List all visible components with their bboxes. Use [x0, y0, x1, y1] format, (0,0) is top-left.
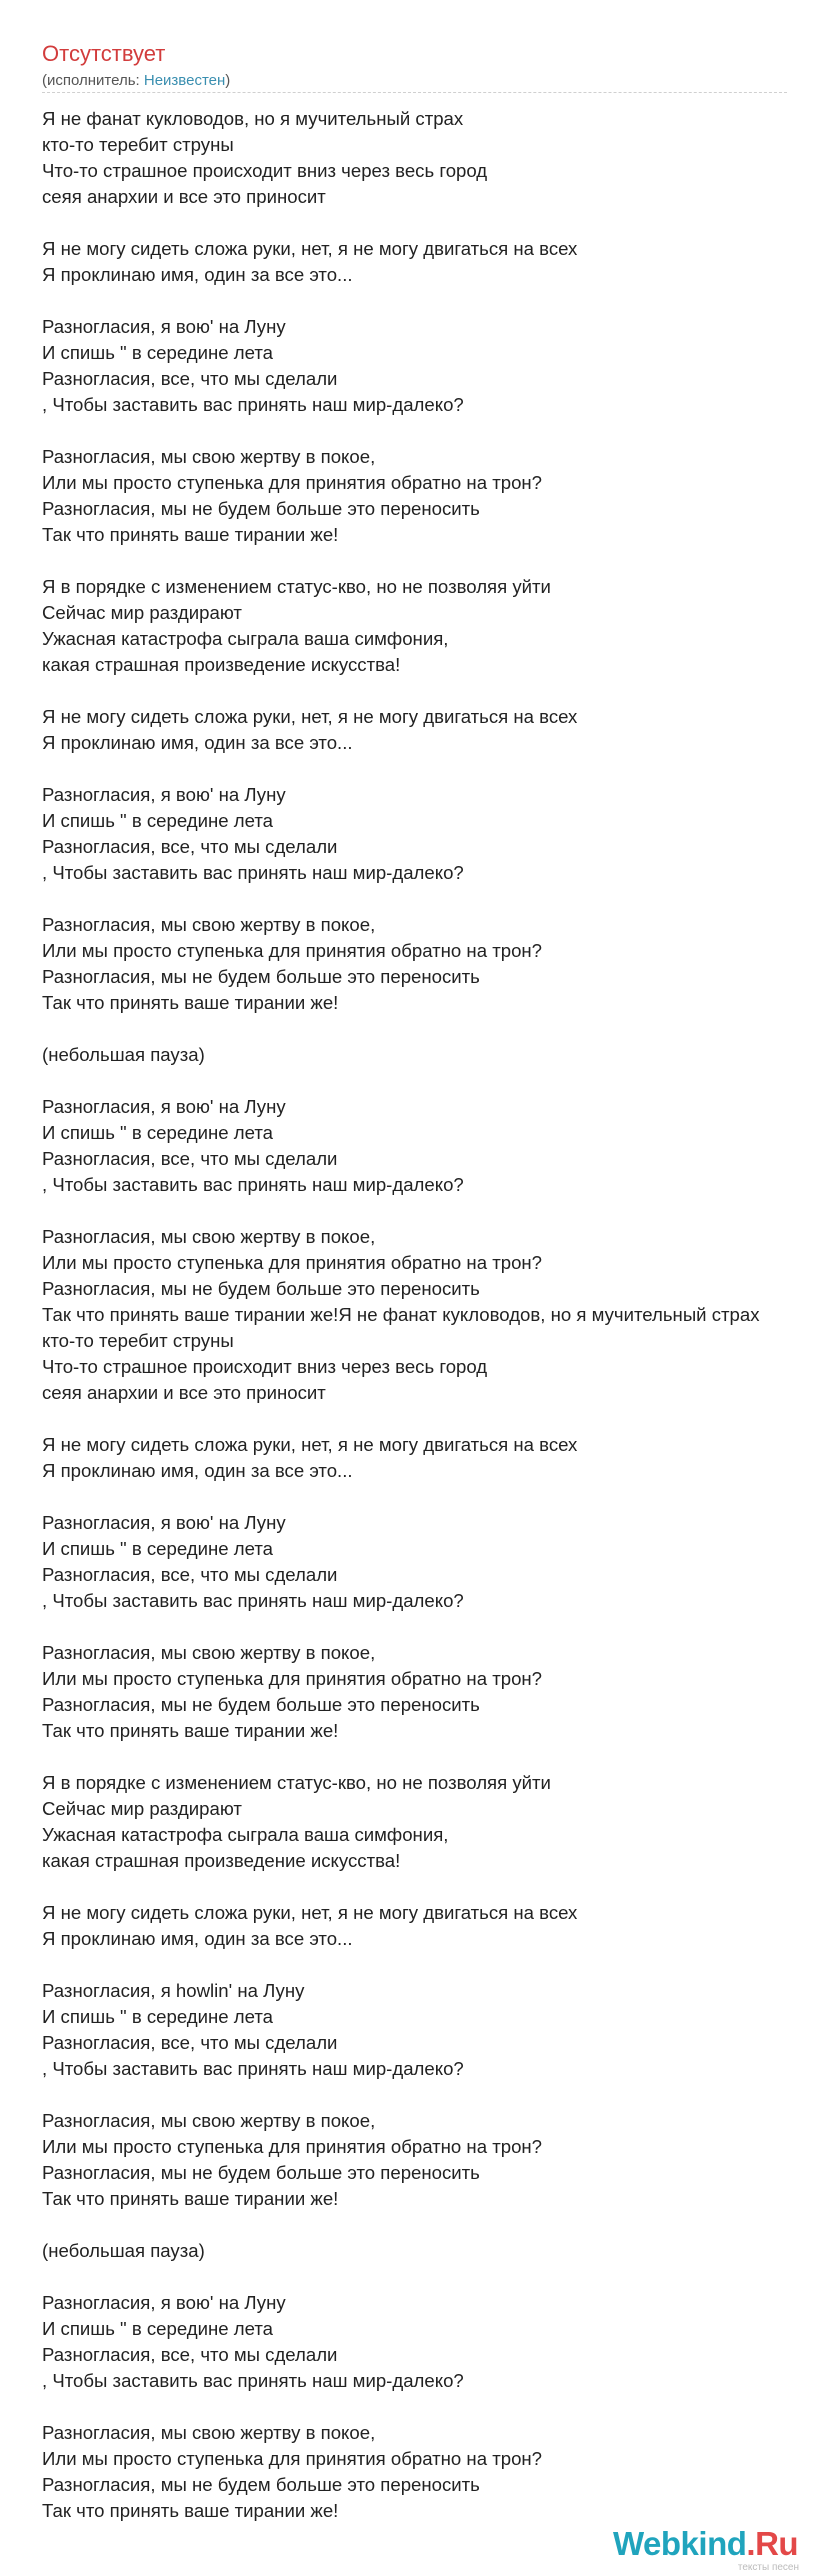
- lyric-line: Или мы просто ступенька для принятия обратно на трон?: [42, 2136, 543, 2157]
- lyric-line: Я проклинаю имя, один за все это...: [42, 732, 353, 753]
- lyric-line: И спишь " в середине лета: [42, 1538, 274, 1559]
- lyric-line: И спишь " в середине лета: [42, 810, 274, 831]
- lyric-line: Я не могу сидеть сложа руки, нет, я не могу двигаться на всех: [42, 706, 578, 727]
- lyric-line: Я проклинаю имя, один за все это...: [42, 1928, 353, 1949]
- lyric-line: Разногласия, мы не будем больше это переносить: [42, 1278, 480, 1299]
- stanza-gap: [42, 1874, 829, 1900]
- lyric-line: Так что принять ваше тирании же!: [42, 992, 339, 1013]
- lyric-line: Разногласия, мы не будем больше это переносить: [42, 2474, 480, 2495]
- stanza-gap: [42, 2212, 829, 2238]
- artist-line: [42, 72, 230, 90]
- lyric-line: Ужасная катастрофа сыграла ваша симфония,: [42, 1824, 449, 1845]
- lyric-line: Ужасная катастрофа сыграла ваша симфония,: [42, 628, 449, 649]
- lyric-line: Разногласия, я howlin' на Луну: [42, 1980, 305, 2001]
- stanza-gap: [42, 1016, 829, 1042]
- lyric-line: Разногласия, все, что мы сделали: [42, 2032, 338, 2053]
- stanza-gap: [42, 886, 829, 912]
- lyric-line: сеяя анархии и все это приносит: [42, 186, 326, 207]
- lyric-line: Я не фанат кукловодов, но я мучительный страх: [42, 108, 464, 129]
- artist-link[interactable]: Неизвестен: [143, 72, 226, 89]
- lyric-line: кто-то теребит струны: [42, 1330, 234, 1351]
- lyric-line: Или мы просто ступенька для принятия обратно на трон?: [42, 2448, 543, 2469]
- lyric-line: , Чтобы заставить вас принять наш мир-далеко?: [42, 1590, 464, 1611]
- lyric-line: какая страшная произведение искусства!: [42, 654, 401, 675]
- lyric-line: Или мы просто ступенька для принятия обратно на трон?: [42, 1252, 543, 1273]
- stanza-gap: [42, 1198, 829, 1224]
- song-title: Отсутствует: [42, 41, 166, 66]
- stanza-gap: [42, 418, 829, 444]
- lyric-line: , Чтобы заставить вас принять наш мир-далеко?: [42, 2370, 464, 2391]
- artist-suffix: ): [225, 72, 231, 89]
- lyric-line: какая страшная произведение искусства!: [42, 1850, 401, 1871]
- webkind-logo[interactable]: [613, 2525, 813, 2573]
- lyric-line: , Чтобы заставить вас принять наш мир-далеко?: [42, 862, 464, 883]
- lyric-line: Разногласия, я вою' на Луну: [42, 316, 286, 337]
- lyric-line: Разногласия, я вою' на Луну: [42, 1096, 286, 1117]
- lyric-line: сеяя анархии и все это приносит: [42, 1382, 326, 1403]
- lyric-line: Разногласия, мы свою жертву в покое,: [42, 2422, 376, 2443]
- stanza-gap: [42, 1614, 829, 1640]
- lyric-line: Я не могу сидеть сложа руки, нет, я не могу двигаться на всех: [42, 238, 578, 259]
- lyric-line: Так что принять ваше тирании же!: [42, 1720, 339, 1741]
- lyric-line: Так что принять ваше тирании же!: [42, 524, 339, 545]
- stanza-gap: [42, 210, 829, 236]
- lyric-line: Или мы просто ступенька для принятия обратно на трон?: [42, 472, 543, 493]
- lyric-line: Или мы просто ступенька для принятия обратно на трон?: [42, 1668, 543, 1689]
- lyric-line: , Чтобы заставить вас принять наш мир-далеко?: [42, 1174, 464, 1195]
- lyric-line: Так что принять ваше тирании же!Я не фанат кукловодов, но я мучительный страх: [42, 1304, 760, 1325]
- lyric-line: Разногласия, мы свою жертву в покое,: [42, 1642, 376, 1663]
- lyric-line: Я не могу сидеть сложа руки, нет, я не могу двигаться на всех: [42, 1902, 578, 1923]
- lyric-line: (небольшая пауза): [42, 1044, 205, 1065]
- lyric-line: И спишь " в середине лета: [42, 2318, 274, 2339]
- stanza-gap: [42, 1484, 829, 1510]
- stanza-gap: [42, 678, 829, 704]
- stanza-gap: [42, 1952, 829, 1978]
- lyric-line: (небольшая пауза): [42, 2240, 205, 2261]
- stanza-gap: [42, 288, 829, 314]
- logo-text-accent: .Ru: [746, 2525, 799, 2562]
- lyric-line: Разногласия, все, что мы сделали: [42, 1148, 338, 1169]
- lyric-line: Сейчас мир раздирают: [42, 1798, 242, 1819]
- lyric-line: Я не могу сидеть сложа руки, нет, я не могу двигаться на всех: [42, 1434, 578, 1455]
- lyric-line: Разногласия, мы не будем больше это переносить: [42, 1694, 480, 1715]
- stanza-gap: [42, 1068, 829, 1094]
- stanza-gap: [42, 548, 829, 574]
- lyric-line: Я в порядке с изменением статус-кво, но не позволяя уйти: [42, 1772, 551, 1793]
- logo-text-primary: Webkind: [613, 2525, 747, 2562]
- lyric-line: Так что принять ваше тирании же!: [42, 2188, 339, 2209]
- lyric-line: Разногласия, я вою' на Луну: [42, 784, 286, 805]
- logo-tagline: тексты песен: [737, 2562, 799, 2573]
- lyric-line: Разногласия, мы свою жертву в покое,: [42, 1226, 376, 1247]
- lyric-line: Я проклинаю имя, один за все это...: [42, 264, 353, 285]
- lyric-line: Что-то страшное происходит вниз через весь город: [42, 160, 488, 181]
- stanza-gap: [42, 2394, 829, 2420]
- lyric-line: Сейчас мир раздирают: [42, 602, 242, 623]
- lyric-line: Разногласия, все, что мы сделали: [42, 836, 338, 857]
- lyric-line: Разногласия, мы не будем больше это переносить: [42, 2162, 480, 2183]
- stanza-gap: [42, 756, 829, 782]
- lyric-line: Разногласия, мы свою жертву в покое,: [42, 2110, 376, 2131]
- lyric-line: Разногласия, мы свою жертву в покое,: [42, 446, 376, 467]
- stanza-gap: [42, 1744, 829, 1770]
- stanza-gap: [42, 2082, 829, 2108]
- stanza-gap: [42, 2264, 829, 2290]
- lyric-line: Я проклинаю имя, один за все это...: [42, 1460, 353, 1481]
- lyric-line: Разногласия, мы не будем больше это переносить: [42, 498, 480, 519]
- lyric-line: Так что принять ваше тирании же!: [42, 2500, 339, 2521]
- lyrics-text: [42, 106, 829, 2524]
- lyric-line: Разногласия, я вою' на Луну: [42, 2292, 286, 2313]
- lyric-line: Я в порядке с изменением статус-кво, но не позволяя уйти: [42, 576, 551, 597]
- lyric-line: И спишь " в середине лета: [42, 342, 274, 363]
- lyric-line: Разногласия, все, что мы сделали: [42, 368, 338, 389]
- lyric-line: Или мы просто ступенька для принятия обратно на трон?: [42, 940, 543, 961]
- lyric-line: Разногласия, все, что мы сделали: [42, 2344, 338, 2365]
- lyric-line: Разногласия, мы свою жертву в покое,: [42, 914, 376, 935]
- lyric-line: кто-то теребит струны: [42, 134, 234, 155]
- stanza-gap: [42, 1406, 829, 1432]
- lyric-line: Что-то страшное происходит вниз через весь город: [42, 1356, 488, 1377]
- lyric-line: И спишь " в середине лета: [42, 1122, 274, 1143]
- title-divider: [42, 92, 787, 93]
- lyric-line: , Чтобы заставить вас принять наш мир-далеко?: [42, 394, 464, 415]
- lyric-line: Разногласия, мы не будем больше это переносить: [42, 966, 480, 987]
- lyric-line: Разногласия, все, что мы сделали: [42, 1564, 338, 1585]
- artist-prefix: (исполнитель:: [42, 72, 144, 89]
- lyric-line: , Чтобы заставить вас принять наш мир-далеко?: [42, 2058, 464, 2079]
- lyric-line: И спишь " в середине лета: [42, 2006, 274, 2027]
- lyric-line: Разногласия, я вою' на Луну: [42, 1512, 286, 1533]
